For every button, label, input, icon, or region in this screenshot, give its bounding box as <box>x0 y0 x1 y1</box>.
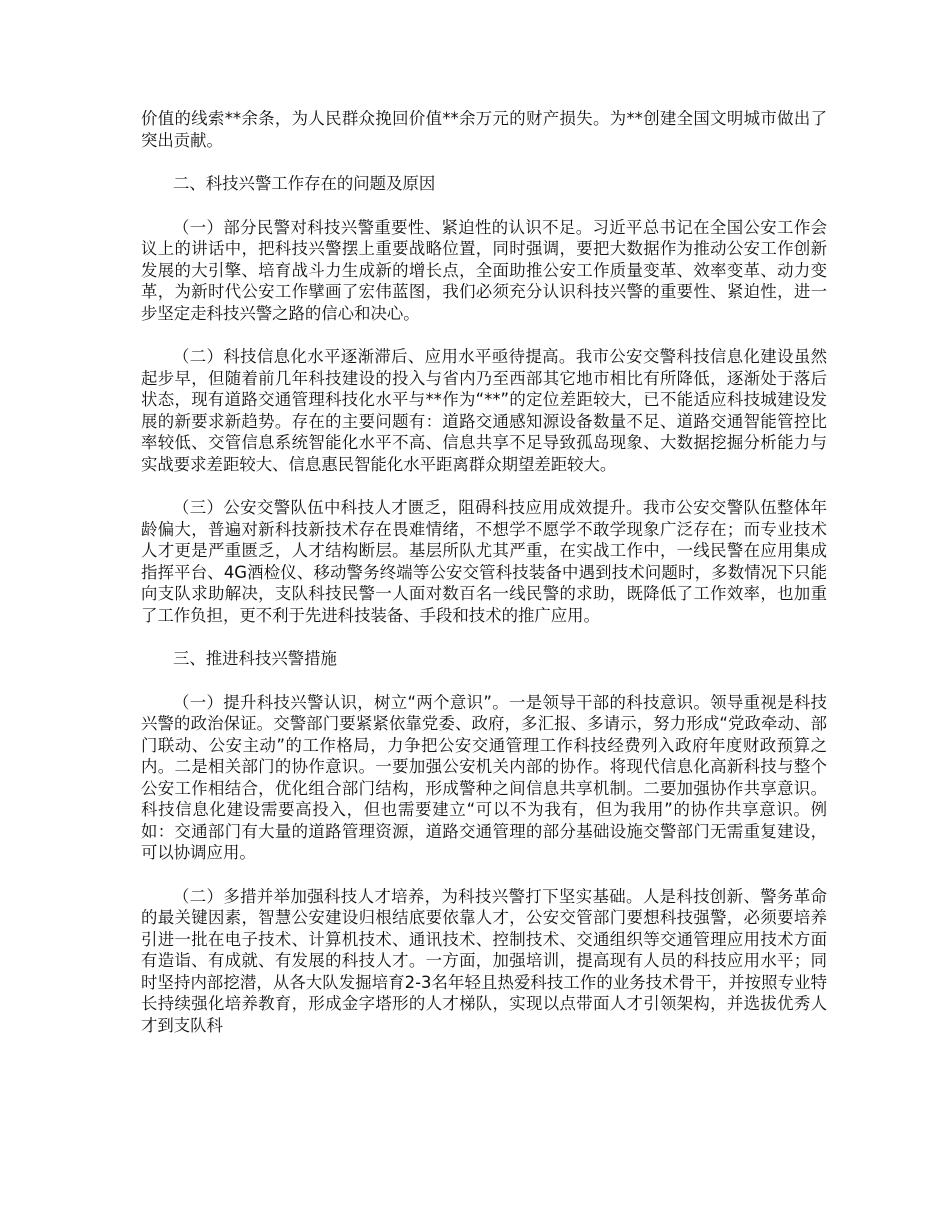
paragraph-problem-1: （一）部分民警对科技兴警重要性、紧迫性的认识不足。习近平总书记在全国公安工作会议上的讲话中，把科技兴警摆上重要战略位置，同时强调，要把大数据作为推动公安工作创新发展的大引擎、培育战斗力生成新的增长点，全面助推公安工作质量变革、效率变革、动力变革，为新时代公安工作擘画了宏伟蓝图，我们必须充分认识科技兴警的重要性、紧迫性，进一步坚定走科技兴警之路的信心和决心。 <box>141 217 827 323</box>
paragraph-problem-3: （三）公安交警队伍中科技人才匮乏，阻碍科技应用成效提升。我市公安交警队伍整体年龄偏大，普遍对新科技新技术存在畏难情绪，不想学不愿学不敢学现象广泛存在；而专业技术人才更是严重匮乏，人才结构断层。基层所队尤其严重，在实战工作中，一线民警在应用集成指挥平台、4G酒检仪、移动警务终端等公安交管科技装备中遇到技术问题时，多数情况下只能向支队求助解决，支队科技民警一人面对数百名一线民警的求助，既降低了工作效率，也加重了工作负担，更不利于先进科技装备、手段和技术的推广应用。 <box>141 498 827 625</box>
paragraph-measure-1: （一）提升科技兴警认识，树立“两个意识”。一是领导干部的科技意识。领导重视是科技兴警的政治保证。交警部门要紧紧依靠党委、政府，多汇报、多请示，努力形成“党政牵动、部门联动、公安主动”的工作格局，力争把公安交通管理工作科技经费列入政府年度财政预算之内。二是相关部门的协作意识。一要加强公安机关内部的协作。将现代信息化高新科技与整个公安工作相结合，优化组合部门结构，形成警种之间信息共享机制。二要加强协作共享意识。科技信息化建设需要高投入，但也需要建立“可以不为我有，但为我用”的协作共享意识。例如：交通部门有大量的道路管理资源，道路交通管理的部分基础设施交警部门无需重复建设，可以协调应用。 <box>141 692 827 862</box>
document-body <box>141 108 827 1058</box>
paragraph-intro-continuation: 价值的线索**余条，为人民群众挽回价值**余万元的财产损失。为**创建全国文明城市做出了突出贡献。 <box>141 109 827 150</box>
section-heading-measures: 三、推进科技兴警措施 <box>173 649 337 668</box>
paragraph-measure-2: （二）多措并举加强科技人才培养，为科技兴警打下坚实基础。人是科技创新、警务革命的最关键因素，智慧公安建设归根结底要依靠人才，公安交管部门要想科技强警，必须要培养引进一批在电子技术、计算机技术、通讯技术、控制技术、交通组织等交通管理应用技术方面有造诣、有成就、有发展的科技人才。一方面，加强培训，提高现有人员的科技应用水平；同时坚持内部挖潜，从各大队发掘培育2-3名年轻且热爱科技工作的业务技术骨干，并按照专业特长持续强化培养教育，形成金字塔形的人才梯队，实现以点带面人才引领架构，并选拔优秀人才到支队科 <box>141 886 827 1035</box>
section-heading-problems: 二、科技兴警工作存在的问题及原因 <box>173 174 436 193</box>
paragraph-problem-2: （二）科技信息化水平逐渐滞后、应用水平亟待提高。我市公安交警科技信息化建设虽然起步早，但随着前几年科技建设的投入与省内乃至西部其它地市相比有所降低，逐渐处于落后状态，现有道路交通管理科技化水平与**作为“**”的定位差距较大，已不能适应科技城建设发展的新要求新趋势。存在的主要问题有：道路交通感知源设备数量不足、道路交通智能管控比率较低、交管信息系统智能化水平不高、信息共享不足导致孤岛现象、大数据挖掘分析能力与实战要求差距较大、信息惠民智能化水平距离群众期望差距较大。 <box>141 347 827 474</box>
